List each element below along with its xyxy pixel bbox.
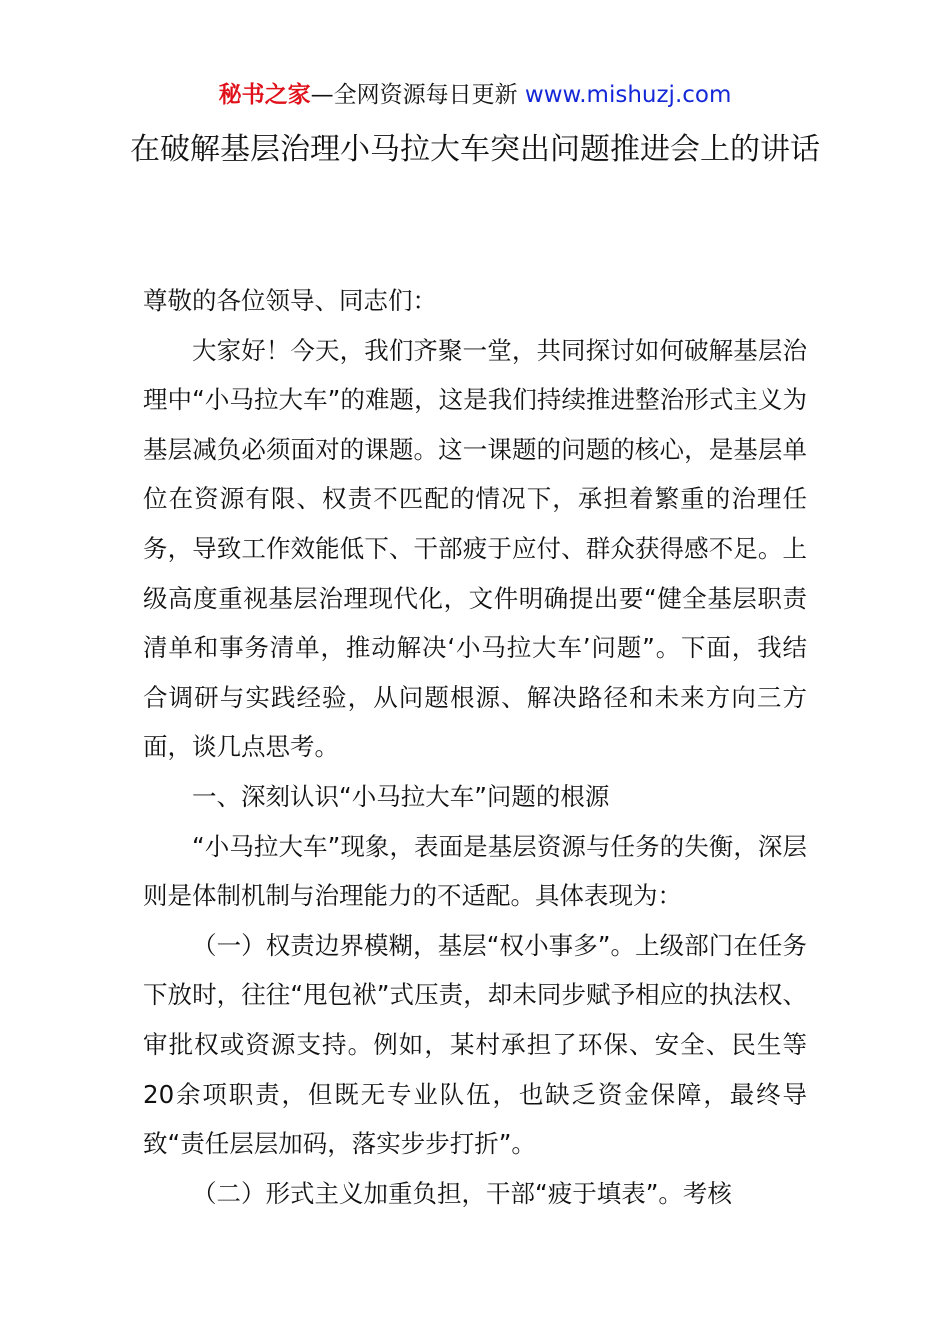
watermark-header [0, 78, 950, 112]
paragraph-point-1: （一）权责边界模糊，基层“权小事多”。上级部门在任务下放时，往往“甩包袱”式压责，却未同步赋予相应的执法权、审批权或资源支持。例如，某村承担了环保、安全、民生等20余项职责，但既无专业队伍，也缺乏资金保障，最终导致“责任层层加码，落实步步打折”。 [143, 930, 807, 1159]
paragraph-point-2: （二）形式主义加重负担，干部“疲于填表”。考核 [192, 1178, 732, 1208]
paragraph-intro: 大家好！今天，我们齐聚一堂，共同探讨如何破解基层治理中“小马拉大车”的难题，这是我们持续推进整治形式主义为基层减负必须面对的课题。这一课题的问题的核心，是基层单位在资源有限、权责不匹配的情况下，承担着繁重的治理任务，导致工作效能低下、干部疲于应付、群众获得感不足。上级高度重视基层治理现代化，文件明确提出要“健全基层职责清单和事务清单，推动解决‘小马拉大车’问题”。下面，我结合调研与实践经验，从问题根源、解决路径和未来方向三方面，谈几点思考。 [143, 335, 808, 762]
brand-name: 秘书之家 [218, 82, 311, 108]
site-url-link[interactable]: www.mishuzj.com [524, 82, 732, 108]
document-title: 在破解基层治理小马拉大车突出问题推进会上的讲话 [130, 132, 820, 167]
document-body [143, 276, 807, 1218]
paragraph-overview: “小马拉大车”现象，表面是基层资源与任务的失衡，深层则是体制机制与治理能力的不适配。具体表现为： [143, 831, 807, 911]
header-tagline: —全网资源每日更新 [310, 82, 518, 108]
salutation: 尊敬的各位领导、同志们： [143, 286, 437, 315]
section-heading-1: 一、深刻认识“小马拉大车”问题的根源 [192, 781, 610, 811]
